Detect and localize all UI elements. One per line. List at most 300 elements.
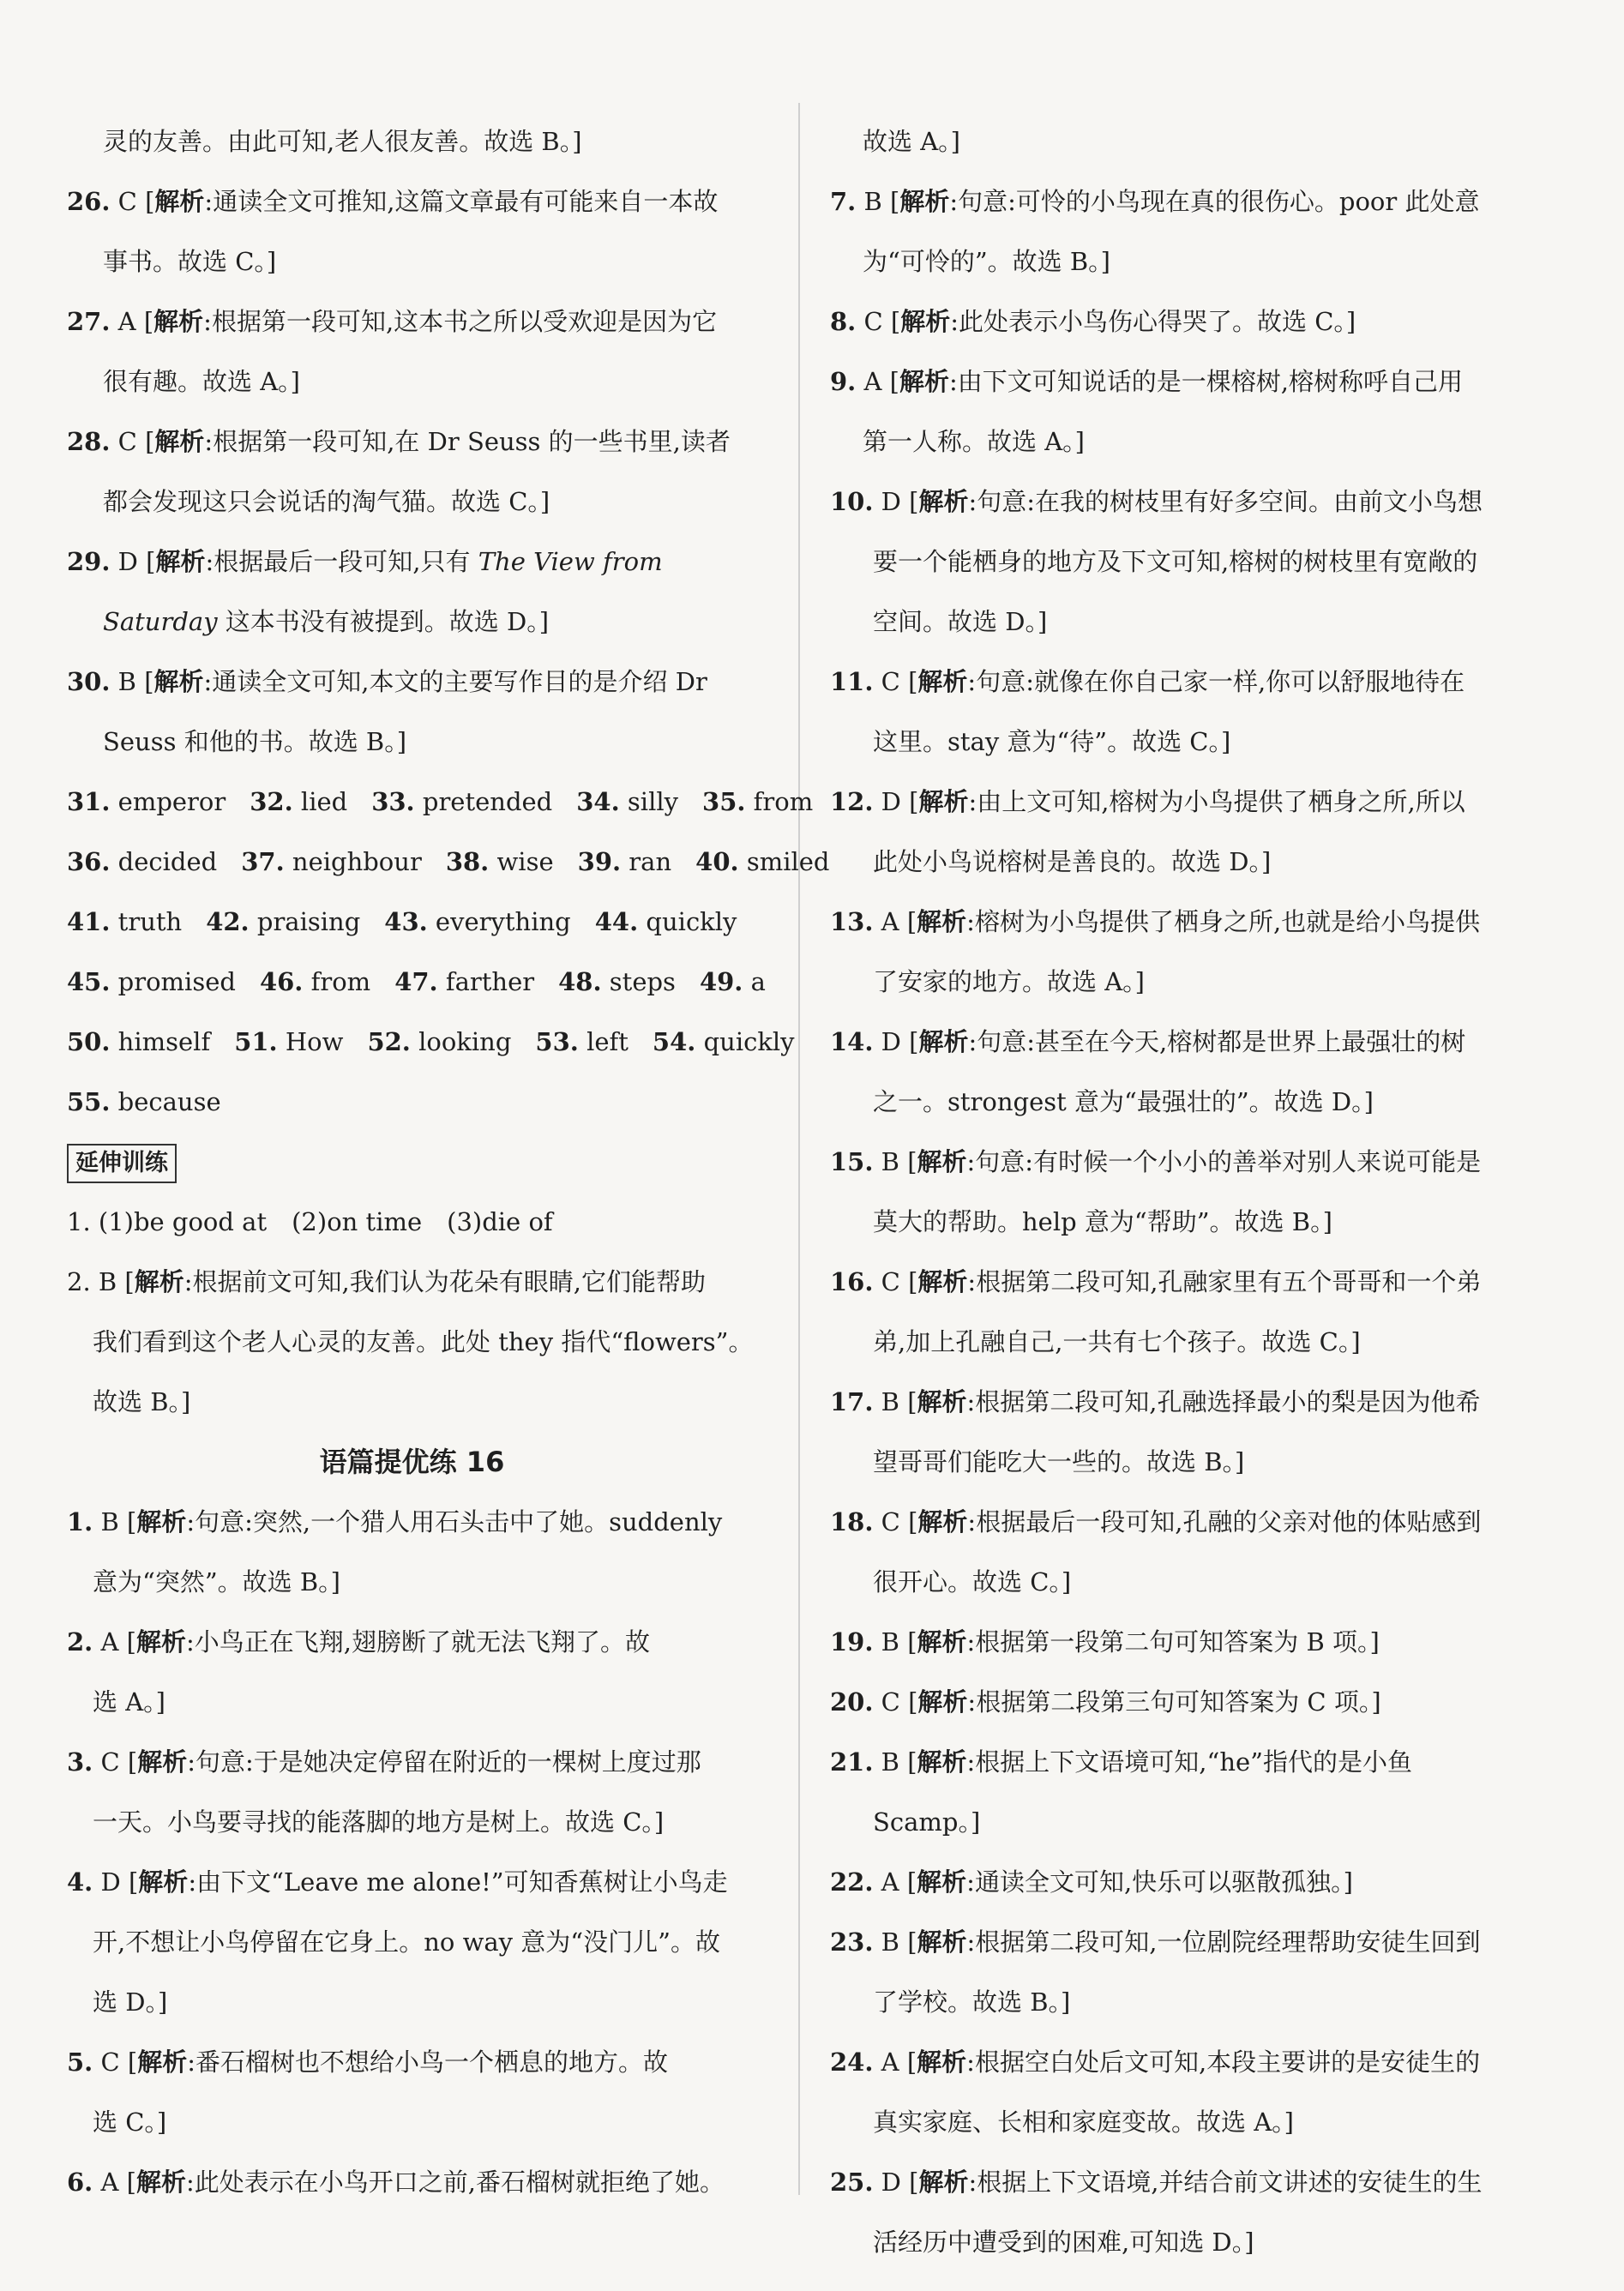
answer-text: :根据第一段可知,在 Dr Seuss 的一些书里,读者 [204, 427, 731, 456]
fill-number: 36. [67, 847, 111, 876]
fill-item [653, 1012, 795, 1072]
fill-item [234, 1012, 343, 1072]
fill-number: 37. [241, 847, 285, 876]
answer-choice: B [ [93, 1507, 137, 1536]
fill-word: himself [110, 1027, 211, 1056]
fill-word: promised [110, 967, 236, 996]
analysis-label: 解析 [917, 667, 968, 696]
answer-text: :根据第一段可知,这本书之所以受欢迎是因为它 [203, 307, 718, 336]
answer-choice: A [ [93, 2168, 136, 2197]
answer-26 [67, 171, 757, 232]
answer-line [67, 111, 757, 171]
answer-choice: 2. B [ [67, 1267, 135, 1296]
analysis-label: 解析 [155, 547, 206, 576]
fill-word: farther [437, 967, 535, 996]
answer-choice: C [ [856, 307, 901, 336]
answer-text: 活经历中遭受到的困难,可知选 D。] [873, 2228, 1254, 2257]
fill-number: 34. [576, 787, 620, 816]
fill-word: ran [621, 847, 672, 876]
answer-line [830, 832, 1523, 892]
answer-text: 空间。故选 D。] [873, 607, 1048, 636]
fill-word: everything [427, 907, 571, 936]
answer-text: 了学校。故选 B。] [873, 1987, 1071, 2017]
analysis-label: 解析 [917, 2047, 967, 2077]
answer-line [67, 352, 757, 412]
analysis-label: 解析 [135, 2168, 186, 2197]
fill-word: from [303, 967, 371, 996]
answer-choice: B [ [873, 1747, 917, 1777]
answer-text: 选 A。] [93, 1687, 165, 1717]
answer-line [67, 1912, 757, 1972]
analysis-label: 解析 [917, 907, 967, 936]
answer-text: 开,不想让小鸟停留在它身上。no way 意为“没门儿”。故 [93, 1927, 720, 1957]
answer-number: 22. [830, 1867, 874, 1897]
answer-8 [830, 292, 1523, 352]
answer-text: Scamp。] [873, 1807, 981, 1837]
answer-line [830, 1792, 1523, 1852]
fill-number: 48. [558, 967, 602, 996]
column-divider [798, 103, 800, 2195]
answer-text: :根据最后一段可知,孔融的父亲对他的体贴感到 [967, 1507, 1482, 1536]
answer-text: 弟,加上孔融自己,一共有七个孩子。故选 C。] [873, 1327, 1361, 1356]
fill-word: steps [601, 967, 676, 996]
answer-text: :根据第二段可知,孔融选择最小的梨是因为他希 [966, 1387, 1481, 1416]
answer-text: 故选 A。] [863, 127, 960, 156]
answer-number: 18. [830, 1507, 874, 1536]
answer-text: :榕树为小鸟提供了栖身之所,也就是给小鸟提供 [966, 907, 1481, 936]
answer-text: 真实家庭、长相和家庭变故。故选 A。] [873, 2108, 1294, 2137]
answer-line [830, 2092, 1523, 2152]
left-column [67, 111, 830, 2212]
answer-number: 14. [830, 1027, 874, 1056]
fill-word: quickly [638, 907, 737, 936]
fill-word: neighbour [284, 847, 422, 876]
fill-word: silly [619, 787, 679, 816]
fill-word: truth [110, 907, 183, 936]
answer-text: 事书。故选 C。] [103, 247, 277, 276]
fill-item [578, 832, 672, 892]
answer-number: 26. [67, 187, 111, 216]
answer-choice: A [ [873, 2047, 917, 2077]
answer-number: 8. [830, 307, 857, 336]
answer-text: :根据前文可知,我们认为花朵有眼睛,它们能帮助 [183, 1267, 706, 1296]
answer-text: :此处表示在小鸟开口之前,番石榴树就拒绝了她。 [186, 2168, 725, 2197]
answer-15 [830, 1132, 1523, 1192]
answer-choice: B [ [873, 1927, 917, 1957]
fill-item [241, 832, 422, 892]
answer-choice: D [ [873, 487, 919, 516]
extension-header [67, 1132, 757, 1192]
answer-line [830, 1972, 1523, 2032]
answer-choice: B [ [873, 1147, 917, 1176]
fill-number: 50. [67, 1027, 111, 1056]
answer-number: 19. [830, 1627, 874, 1657]
extension-2 [67, 1252, 757, 1312]
answer-line [830, 712, 1523, 772]
answer-choice: C [ [93, 2047, 138, 2077]
fill-word: praising [249, 907, 361, 936]
analysis-label: 解析 [154, 427, 205, 456]
answer-number: 25. [830, 2168, 874, 2197]
answer-text: 故选 B。] [93, 1387, 191, 1416]
answer-27 [67, 292, 757, 352]
fill-item [446, 832, 554, 892]
answer-choice: A [ [873, 1867, 917, 1897]
answer-text: 一天。小鸟要寻找的能落脚的地方是树上。故选 C。] [93, 1807, 665, 1837]
answer-line [67, 1792, 757, 1852]
analysis-label: 解析 [918, 487, 969, 516]
answer-21 [830, 1732, 1523, 1792]
answer-number: 15. [830, 1147, 874, 1176]
answer-9 [830, 352, 1523, 412]
fill-word: wise [489, 847, 554, 876]
fill-word: left [578, 1027, 629, 1056]
answer-30 [67, 652, 757, 712]
answer-number: 9. [830, 367, 857, 396]
fill-item [67, 772, 226, 832]
answer-number: 17. [830, 1387, 874, 1416]
answer-text: 为“可怜的”。故选 B。] [863, 247, 1110, 276]
answer-text: 很开心。故选 C。] [873, 1567, 1072, 1596]
analysis-label: 解析 [917, 1267, 968, 1296]
fill-number: 44. [594, 907, 639, 936]
fill-row [67, 952, 766, 1012]
fill-item [700, 952, 766, 1012]
answer-text: 我们看到这个老人心灵的友善。此处 they 指代“flowers”。 [93, 1327, 754, 1356]
fill-item [702, 772, 813, 832]
answer-line [67, 2092, 757, 2152]
answer-s1 [67, 1492, 757, 1552]
answer-line [830, 1312, 1523, 1372]
answer-line [67, 1372, 757, 1432]
fill-number: 53. [535, 1027, 579, 1056]
answer-choice: B [ [873, 1387, 917, 1416]
answer-text: 选 D。] [93, 1987, 168, 2017]
answer-text: :由下文可知说话的是一棵榕树,榕树称呼自己用 [949, 367, 1463, 396]
answer-choice: A [ [110, 307, 154, 336]
answer-number: 20. [830, 1687, 874, 1717]
answer-line [67, 472, 757, 532]
answer-number: 5. [67, 2047, 93, 2077]
answer-text: :句意:可怜的小鸟现在真的很伤心。poor 此处意 [949, 187, 1480, 216]
answer-20 [830, 1672, 1523, 1732]
analysis-label: 解析 [917, 1627, 967, 1657]
analysis-label: 解析 [134, 1267, 184, 1296]
answer-10 [830, 472, 1523, 532]
answer-text: :根据上下文语境,并结合前文讲述的安徒生的生 [968, 2168, 1483, 2197]
answer-text: :根据空白处后文可知,本段主要讲的是安徒生的 [966, 2047, 1481, 2077]
fill-number: 41. [67, 907, 111, 936]
answer-line [830, 412, 1523, 472]
answer-text: 了安家的地方。故选 A。] [873, 967, 1145, 996]
analysis-label: 解析 [917, 1507, 968, 1536]
answer-text: :通读全文可推知,这篇文章最有可能来自一本故 [204, 187, 719, 216]
analysis-label: 解析 [917, 1867, 967, 1897]
analysis-label: 解析 [136, 1507, 187, 1536]
analysis-label: 解析 [154, 187, 205, 216]
answer-number: 13. [830, 907, 874, 936]
fill-word: looking [410, 1027, 512, 1056]
analysis-label: 解析 [900, 307, 951, 336]
answer-choice: A [ [873, 907, 917, 936]
right-column [830, 111, 1523, 2272]
fill-word: How [277, 1027, 344, 1056]
fill-item [67, 892, 182, 952]
answer-choice: D [ [873, 1027, 919, 1056]
answer-text: 选 C。] [93, 2108, 167, 2137]
fill-word: quickly [695, 1027, 795, 1056]
answer-22 [830, 1852, 1523, 1912]
answer-18 [830, 1492, 1523, 1552]
analysis-label: 解析 [918, 787, 969, 816]
fill-row [67, 1012, 795, 1072]
answer-24 [830, 2032, 1523, 2092]
fill-word: emperor [110, 787, 226, 816]
answer-text: 意为“突然”。故选 B。] [93, 1567, 340, 1596]
answer-line [830, 1072, 1523, 1132]
answer-number: 16. [830, 1267, 874, 1296]
answer-choice: C [ [873, 1507, 918, 1536]
answer-choice: D [ [873, 2168, 919, 2197]
fill-item [576, 772, 678, 832]
answer-text: 此处小鸟说榕树是善良的。故选 D。] [873, 847, 1272, 876]
answer-text: Seuss 和他的书。故选 B。] [103, 727, 407, 756]
fill-number: 40. [695, 847, 739, 876]
answer-line [830, 1432, 1523, 1492]
answer-text: :番石榴树也不想给小鸟一个栖息的地方。故 [187, 2047, 669, 2077]
fill-word: a [743, 967, 766, 996]
answer-choice: D [ [873, 787, 919, 816]
answer-text: :句意:有时候一个小小的善举对别人来说可能是 [966, 1147, 1482, 1176]
answer-text: :此处表示小鸟伤心得哭了。故选 C。] [950, 307, 1356, 336]
answer-text: 这本书没有被提到。故选 D。] [217, 607, 550, 636]
fill-word: because [110, 1087, 221, 1116]
answer-text: 1. (1)be good at (2)on time (3)die of [67, 1207, 553, 1236]
fill-number: 49. [699, 967, 743, 996]
fill-item [67, 832, 217, 892]
fill-item [535, 1012, 629, 1072]
fill-item [367, 1012, 511, 1072]
fill-item [595, 892, 737, 952]
answer-text: 第一人称。故选 A。] [863, 427, 1085, 456]
book-title: The View from [478, 547, 663, 576]
fill-number: 33. [371, 787, 415, 816]
answer-29 [67, 532, 757, 592]
fill-row [67, 1072, 757, 1132]
fill-number: 47. [394, 967, 438, 996]
answer-line [830, 2212, 1523, 2272]
fill-number: 42. [206, 907, 250, 936]
fill-number: 38. [445, 847, 490, 876]
answer-28 [67, 412, 757, 472]
answer-s3 [67, 1732, 757, 1792]
answer-choice: C [ [110, 427, 155, 456]
answer-line [67, 1552, 757, 1612]
fill-item [260, 952, 370, 1012]
answer-text: 之一。strongest 意为“最强壮的”。故选 D。] [873, 1087, 1374, 1116]
answer-s2 [67, 1612, 757, 1672]
answer-text: :通读全文可知,本文的主要写作目的是介绍 Dr [203, 667, 707, 696]
answer-text: :小鸟正在飞翔,翅膀断了就无法飞翔了。故 [186, 1627, 650, 1657]
fill-item [558, 952, 676, 1012]
answer-number: 12. [830, 787, 874, 816]
answer-number: 1. [67, 1507, 93, 1536]
fill-item [67, 1072, 221, 1132]
answer-choice: B [ [856, 187, 900, 216]
answer-number: 30. [67, 667, 111, 696]
answer-choice: C [ [873, 1687, 918, 1717]
fill-number: 52. [367, 1027, 411, 1056]
answer-s4 [67, 1852, 757, 1912]
analysis-label: 解析 [135, 1627, 186, 1657]
answer-s5 [67, 2032, 757, 2092]
answer-text: :由下文“Leave me alone!”可知香蕉树让小鸟走 [188, 1867, 728, 1897]
answer-line [67, 1672, 757, 1732]
answer-line [830, 232, 1523, 292]
answer-number: 28. [67, 427, 111, 456]
fill-word: decided [110, 847, 218, 876]
answer-line [830, 1552, 1523, 1612]
answer-line [830, 1192, 1523, 1252]
answer-text: 灵的友善。由此可知,老人很友善。故选 B。] [103, 127, 582, 156]
analysis-label: 解析 [917, 1387, 967, 1416]
analysis-label: 解析 [138, 1867, 189, 1897]
answer-number: 3. [67, 1747, 93, 1777]
answer-text: :根据上下文语境可知,“he”指代的是小鱼 [966, 1747, 1413, 1777]
answer-number: 2. [67, 1627, 93, 1657]
answer-number: 4. [67, 1867, 93, 1897]
answer-text: :根据最后一段可知,只有 [205, 547, 478, 576]
answer-text: :根据第二段第三句可知答案为 C 项。] [967, 1687, 1381, 1717]
fill-word: from [745, 787, 814, 816]
answer-text: :句意:突然,一个猎人用石头击中了她。suddenly [186, 1507, 723, 1536]
answer-13 [830, 892, 1523, 952]
answer-choice: B [ [873, 1627, 917, 1657]
fill-item [695, 832, 829, 892]
answer-12 [830, 772, 1523, 832]
answer-text: :句意:就像在你自己家一样,你可以舒服地待在 [967, 667, 1465, 696]
fill-item [67, 1012, 210, 1072]
answer-text: :根据第一段第二句可知答案为 B 项。] [966, 1627, 1380, 1657]
answer-choice: D [ [93, 1867, 139, 1897]
analysis-label: 解析 [899, 367, 949, 396]
answer-choice: A [ [93, 1627, 136, 1657]
fill-item [206, 892, 360, 952]
analysis-label: 解析 [917, 1147, 967, 1176]
answer-choice: A [ [856, 367, 899, 396]
answer-17 [830, 1372, 1523, 1432]
answer-line [830, 532, 1523, 592]
answer-text: :根据第二段可知,孔融家里有五个哥哥和一个弟 [967, 1267, 1482, 1296]
answer-text: 莫大的帮助。help 意为“帮助”。故选 B。] [873, 1207, 1332, 1236]
answer-text: :根据第二段可知,一位剧院经理帮助安徒生回到 [966, 1927, 1481, 1957]
analysis-label: 解析 [917, 1687, 968, 1717]
section-title: 语篇提优练 16 [319, 1446, 505, 1478]
answer-line [67, 712, 757, 772]
fill-word: smiled [738, 847, 830, 876]
answer-text: 要一个能栖身的地方及下文可知,榕树的树枝里有宽敞的 [873, 547, 1478, 576]
answer-line [830, 111, 1523, 171]
answer-line [67, 1972, 757, 2032]
analysis-label: 解析 [918, 1027, 969, 1056]
answer-line [67, 232, 757, 292]
answer-line [830, 592, 1523, 652]
analysis-label: 解析 [153, 667, 204, 696]
answer-14 [830, 1012, 1523, 1072]
analysis-label: 解析 [918, 2168, 969, 2197]
answer-text: :由上文可知,榕树为小鸟提供了栖身之所,所以 [968, 787, 1465, 816]
answer-7 [830, 171, 1523, 232]
fill-number: 35. [702, 787, 746, 816]
fill-row [67, 892, 757, 952]
fill-word: pretended [414, 787, 553, 816]
fill-number: 55. [67, 1087, 111, 1116]
fill-number: 39. [577, 847, 622, 876]
answer-s6 [67, 2152, 757, 2212]
fill-number: 54. [652, 1027, 696, 1056]
answer-text: 这里。stay 意为“待”。故选 C。] [873, 727, 1231, 756]
answer-25 [830, 2152, 1523, 2212]
answer-number: 29. [67, 547, 111, 576]
answer-19 [830, 1612, 1523, 1672]
answer-choice: C [ [873, 667, 918, 696]
fill-row [67, 832, 830, 892]
extension-box: 延伸训练 [67, 1144, 177, 1183]
analysis-label: 解析 [137, 1747, 188, 1777]
fill-item [67, 952, 236, 1012]
book-title: Saturday [103, 607, 218, 636]
answer-text: :句意:在我的树枝里有好多空间。由前文小鸟想 [968, 487, 1483, 516]
answer-number: 24. [830, 2047, 874, 2077]
analysis-label: 解析 [899, 187, 950, 216]
answer-number: 6. [67, 2168, 93, 2197]
answer-text: :句意:甚至在今天,榕树都是世界上最强壮的树 [968, 1027, 1466, 1056]
answer-choice: C [ [110, 187, 155, 216]
answer-text: :句意:于是她决定停留在附近的一棵树上度过那 [187, 1747, 701, 1777]
answer-choice: C [ [873, 1267, 918, 1296]
extension-1 [67, 1192, 757, 1252]
answer-number: 27. [67, 307, 111, 336]
analysis-label: 解析 [917, 1747, 967, 1777]
fill-item [250, 772, 347, 832]
answer-text: 望哥哥们能吃大一些的。故选 B。] [873, 1447, 1245, 1476]
answer-number: 10. [830, 487, 874, 516]
fill-item [371, 772, 552, 832]
fill-word: lied [292, 787, 348, 816]
answer-number: 11. [830, 667, 874, 696]
answer-choice: D [ [110, 547, 156, 576]
answer-text: 很有趣。故选 A。] [103, 367, 300, 396]
analysis-label: 解析 [137, 2047, 188, 2077]
answer-number: 21. [830, 1747, 874, 1777]
answer-number: 23. [830, 1927, 874, 1957]
answer-text: 都会发现这只会说话的淘气猫。故选 C。] [103, 487, 550, 516]
analysis-label: 解析 [153, 307, 204, 336]
answer-choice: B [ [110, 667, 154, 696]
answer-16 [830, 1252, 1523, 1312]
answer-line [67, 1312, 757, 1372]
answer-choice: C [ [93, 1747, 138, 1777]
fill-number: 46. [259, 967, 304, 996]
answer-23 [830, 1912, 1523, 1972]
fill-number: 51. [234, 1027, 278, 1056]
fill-item [384, 892, 570, 952]
answer-line [67, 592, 757, 652]
fill-row [67, 772, 814, 832]
fill-number: 43. [384, 907, 428, 936]
answer-text: :通读全文可知,快乐可以驱散孤独。] [966, 1867, 1353, 1897]
fill-number: 32. [250, 787, 293, 816]
